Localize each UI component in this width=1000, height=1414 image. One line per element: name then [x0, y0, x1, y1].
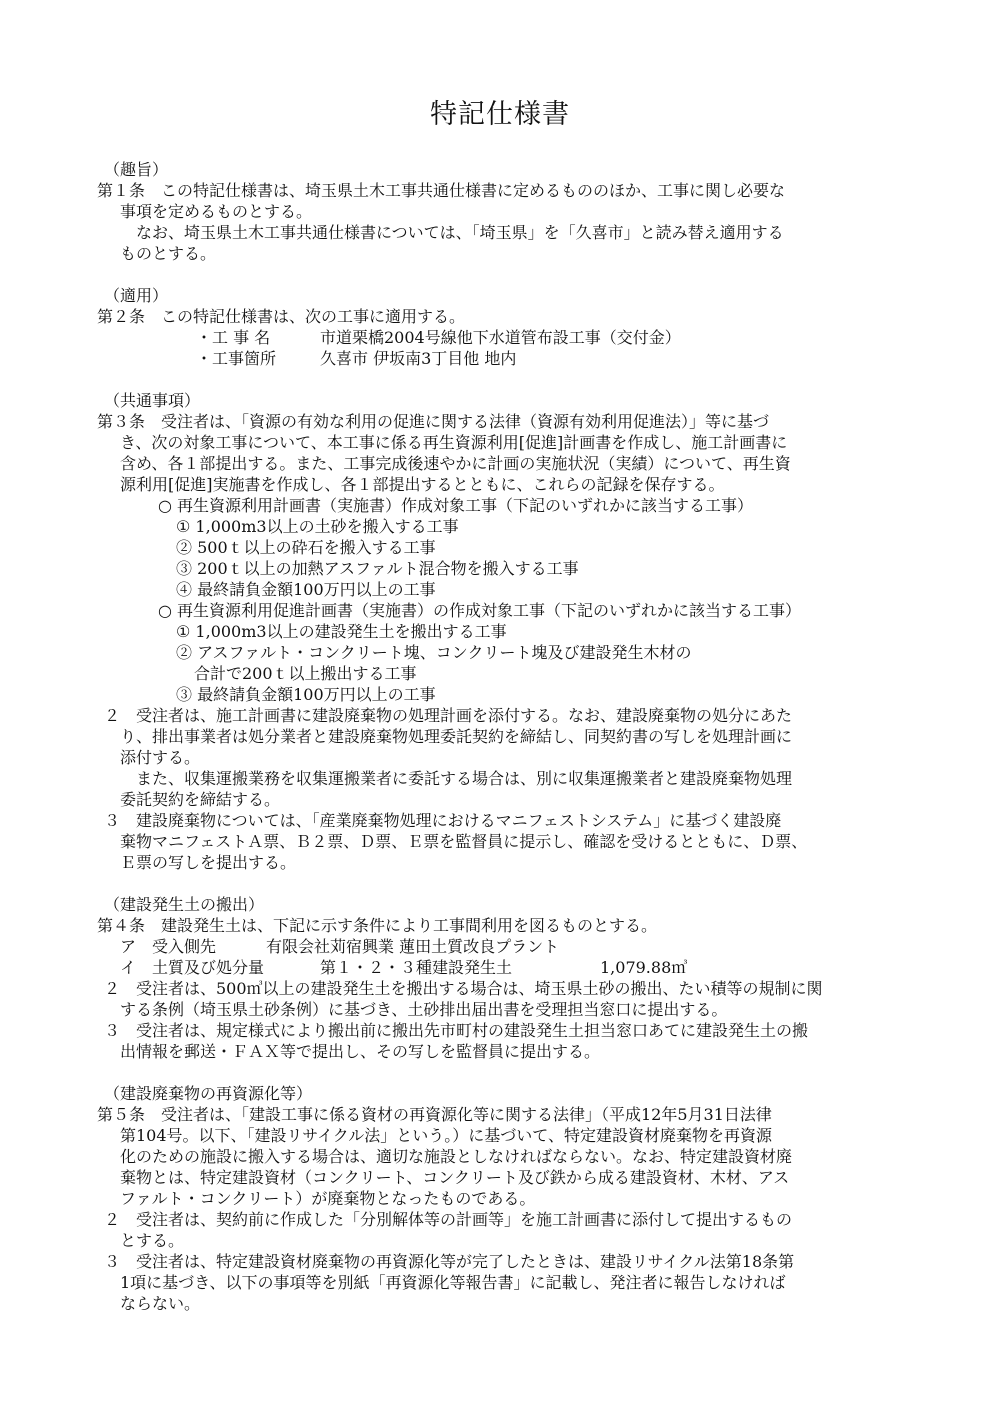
- paragraph-text: する条例（埼玉県土砂条例）に基づき、土砂排出届出書を受理担当窓口に提出する。: [120, 1000, 728, 1019]
- article-text: ファルト・コンクリート）が廃棄物となったものである。: [120, 1189, 536, 1208]
- article-text: なお、埼玉県土木工事共通仕様書については、「埼玉県」を「久喜市」と読み替え適用する: [120, 223, 784, 242]
- paragraph-text: り、排出事業者は処分業者と建設廃棄物処理委託契約を締結し、同契約書の写しを処理計画に: [120, 727, 793, 746]
- field-value: 第１・２・３種建設発生土: [320, 958, 513, 977]
- field-label: ア 受入側先: [120, 937, 217, 956]
- paragraph-text: ２ 受注者は、施工計画書に建設廃棄物の処理計画を添付する。なお、建設廃棄物の処分にあた: [104, 706, 793, 725]
- quantity-value: 1,079.88㎥: [600, 958, 688, 977]
- list-item: ① 1,000m3以上の建設発生土を搬出する工事: [176, 622, 507, 641]
- list-item: ③ 最終請負金額100万円以上の工事: [176, 685, 436, 704]
- list-item: ② アスファルト・コンクリート塊、コンクリート塊及び建設発生木材の: [176, 643, 692, 662]
- article-text: 含め、各１部提出する。また、工事完成後速やかに計画の実施状況（実績）について、再生資: [120, 454, 791, 473]
- article-text: ものとする。: [120, 244, 217, 263]
- paragraph-text: ２ 受注者は、500㎥以上の建設発生土を搬出する場合は、埼玉県土砂の搬出、たい積等の規制に関: [104, 979, 823, 998]
- section-heading: （建設廃棄物の再資源化等）: [104, 1084, 313, 1103]
- paragraph-text: ３ 受注者は、特定建設資材廃棄物の再資源化等が完了したときは、建設リサイクル法第18条第: [104, 1252, 795, 1271]
- paragraph-text: また、収集運搬業務を収集運搬業者に委託する場合は、別に収集運搬業者と建設廃棄物処理: [120, 769, 793, 788]
- section-heading: （趣旨）: [104, 160, 169, 179]
- paragraph-text: 出情報を郵送・ＦＡＸ等で提出し、その写しを監督員に提出する。: [120, 1042, 601, 1061]
- field-value: 有限会社苅宿興業 蓮田土質改良プラント: [266, 937, 560, 956]
- field-label: イ 土質及び処分量: [120, 958, 265, 977]
- article-text: 第４条 建設発生土は、下記に示す条件により工事間利用を図るものとする。: [97, 916, 658, 935]
- article-text: 第104号。以下、「建設リサイクル法」という。）に基づいて、特定建設資材廃棄物を再資源: [120, 1126, 772, 1145]
- list-item: ④ 最終請負金額100万円以上の工事: [176, 580, 436, 599]
- article-text: 化のための施設に搬入する場合は、適切な施設としなければならない。なお、特定建設資材廃: [120, 1147, 793, 1166]
- list-item: ② 500ｔ以上の砕石を搬入する工事: [176, 538, 436, 557]
- paragraph-text: とする。: [120, 1231, 185, 1250]
- document-title: 特記仕様書: [430, 99, 570, 130]
- article-text: 事項を定めるものとする。: [120, 202, 313, 221]
- paragraph-text: ３ 受注者は、規定様式により搬出前に搬出先市町村の建設発生土担当窓口あてに建設発生土の搬: [104, 1021, 809, 1040]
- paragraph-text: ３ 建設廃棄物については、「産業廃棄物処理におけるマニフェストシステム」に基づく建設廃: [104, 811, 782, 830]
- paragraph-text: ならない。: [120, 1294, 201, 1313]
- article-text: 第５条 受注者は、「建設工事に係る資材の再資源化等に関する法律」（平成12年5月31日法律: [97, 1105, 772, 1124]
- section-heading: （建設発生土の搬出）: [104, 895, 265, 914]
- paragraph-text: Ｅ票の写しを提出する。: [120, 853, 297, 872]
- field-label: ・工 事 名: [196, 328, 271, 347]
- list-heading: ○ 再生資源利用計画書（実施書）作成対象工事（下記のいずれかに該当する工事）: [158, 496, 754, 515]
- article-text: 第２条 この特記仕様書は、次の工事に適用する。: [97, 307, 466, 326]
- paragraph-text: 1項に基づき、以下の事項等を別紙「再資源化等報告書」に記載し、発注者に報告しなければ: [120, 1273, 786, 1292]
- field-value: 久喜市 伊坂南3丁目他 地内: [320, 349, 517, 368]
- list-item: ③ 200ｔ以上の加熱アスファルト混合物を搬入する工事: [176, 559, 579, 578]
- article-text: 源利用[促進]実施書を作成し、各１部提出するとともに、これらの記録を保存する。: [120, 475, 725, 494]
- article-text: 棄物とは、特定建設資材（コンクリート、コンクリート及び鉄から成る建設資材、木材、アス: [120, 1168, 790, 1187]
- section-heading: （共通事項）: [104, 391, 201, 410]
- list-item: 合計で200ｔ以上搬出する工事: [194, 664, 417, 683]
- section-heading: （適用）: [104, 286, 169, 305]
- article-text: 第１条 この特記仕様書は、埼玉県土木工事共通仕様書に定めるもののほか、工事に関し必要な: [97, 181, 786, 200]
- paragraph-text: 委託契約を締結する。: [120, 790, 281, 809]
- paragraph-text: 添付する。: [120, 748, 201, 767]
- list-heading: ○ 再生資源利用促進計画書（実施書）の作成対象工事（下記のいずれかに該当する工事）: [158, 601, 802, 620]
- field-label: ・工事箇所: [196, 349, 277, 368]
- field-value: 市道栗橋2004号線他下水道管布設工事（交付金）: [320, 328, 681, 347]
- article-text: き、次の対象工事について、本工事に係る再生資源利用[促進]計画書を作成し、施工計画書に: [120, 433, 788, 452]
- list-item: ① 1,000m3以上の土砂を搬入する工事: [176, 517, 459, 536]
- paragraph-text: 棄物マニフェストＡ票、Ｂ２票、Ｄ票、Ｅ票を監督員に提示し、確認を受けるとともに、Ｄ票、: [120, 832, 808, 851]
- article-text: 第３条 受注者は、「資源の有効な利用の促進に関する法律（資源有効利用促進法）」等に基づ: [97, 412, 770, 431]
- paragraph-text: ２ 受注者は、契約前に作成した「分別解体等の計画等」を施工計画書に添付して提出するもの: [104, 1210, 793, 1229]
